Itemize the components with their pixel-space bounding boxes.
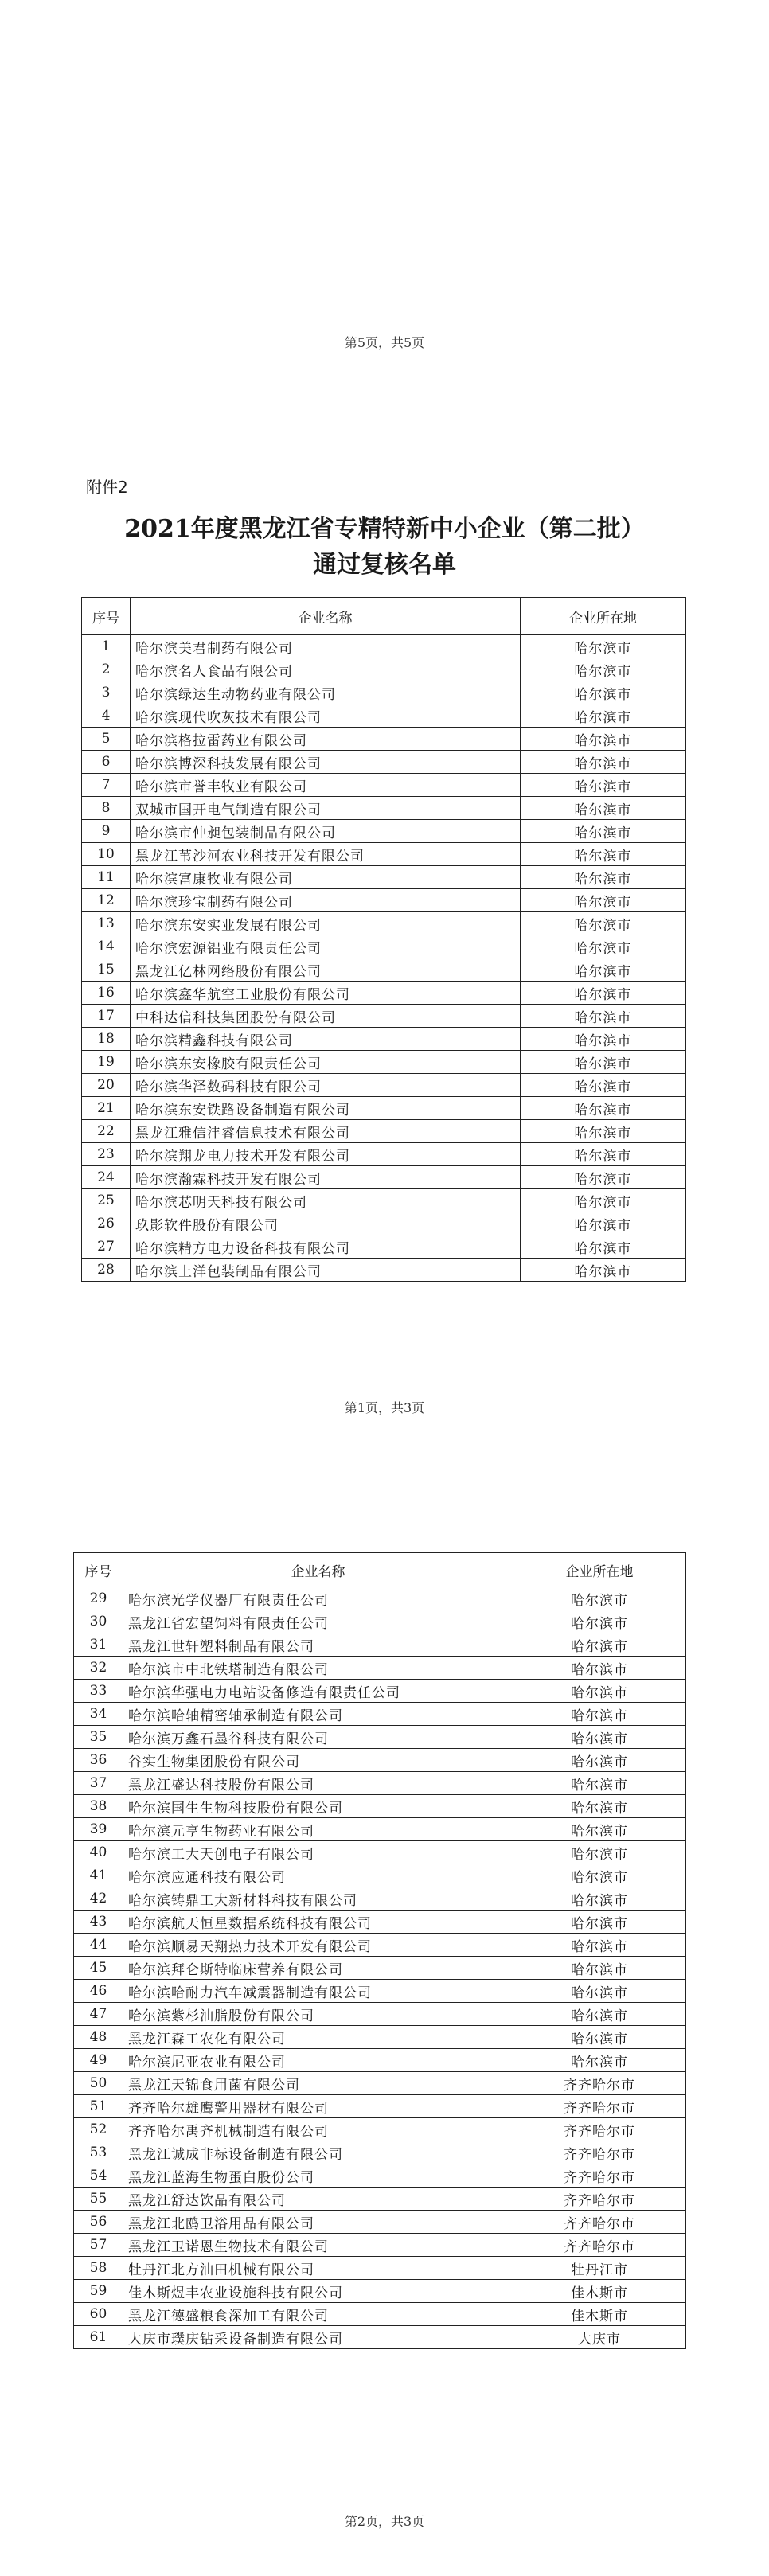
row-seq: 24 (82, 1166, 131, 1189)
row-seq: 52 (74, 2118, 123, 2141)
row-company-name: 哈尔滨鑫华航空工业股份有限公司 (131, 982, 521, 1005)
table-row (82, 958, 686, 982)
row-seq: 53 (74, 2141, 123, 2164)
row-company-name: 黑龙江盛达科技股份有限公司 (123, 1772, 513, 1795)
row-location: 哈尔滨市 (521, 1120, 686, 1143)
row-location: 佳木斯市 (513, 2303, 686, 2326)
row-company-name: 哈尔滨绿达生动物药业有限公司 (131, 681, 521, 704)
table-row (82, 820, 686, 843)
row-company-name: 哈尔滨市仲昶包装制品有限公司 (131, 820, 521, 843)
table-row (74, 2072, 686, 2095)
row-company-name: 哈尔滨元亨生物药业有限公司 (123, 1818, 513, 1841)
row-location: 哈尔滨市 (521, 751, 686, 774)
row-location: 齐齐哈尔市 (513, 2164, 686, 2188)
row-seq: 60 (74, 2303, 123, 2326)
table-row (82, 774, 686, 797)
row-location: 齐齐哈尔市 (513, 2188, 686, 2211)
table-row (82, 1120, 686, 1143)
row-location: 齐齐哈尔市 (513, 2095, 686, 2118)
row-seq: 23 (82, 1143, 131, 1166)
row-seq: 41 (74, 1864, 123, 1887)
row-company-name: 哈尔滨珍宝制药有限公司 (131, 889, 521, 912)
row-location: 哈尔滨市 (521, 889, 686, 912)
row-company-name: 哈尔滨精方电力设备科技有限公司 (131, 1235, 521, 1259)
row-seq: 22 (82, 1120, 131, 1143)
row-seq: 27 (82, 1235, 131, 1259)
row-location: 哈尔滨市 (513, 1934, 686, 1957)
table-row (74, 1911, 686, 1934)
row-seq: 17 (82, 1005, 131, 1028)
row-company-name: 黑龙江世轩塑料制品有限公司 (123, 1633, 513, 1657)
row-seq: 35 (74, 1726, 123, 1749)
table-row (74, 1726, 686, 1749)
table-row (82, 1166, 686, 1189)
row-seq: 40 (74, 1841, 123, 1864)
row-location: 哈尔滨市 (513, 1841, 686, 1864)
row-seq: 8 (82, 797, 131, 820)
row-seq: 14 (82, 935, 131, 958)
row-company-name: 黑龙江蓝海生物蛋白股份公司 (123, 2164, 513, 2188)
row-company-name: 哈尔滨翔龙电力技术开发有限公司 (131, 1143, 521, 1166)
row-company-name: 黑龙江北鸥卫浴用品有限公司 (123, 2211, 513, 2234)
row-company-name: 哈尔滨华泽数码科技有限公司 (131, 1074, 521, 1097)
row-location: 哈尔滨市 (513, 1726, 686, 1749)
table-row (82, 1074, 686, 1097)
table-row (82, 1028, 686, 1051)
row-company-name: 哈尔滨紫杉油脂股份有限公司 (123, 2003, 513, 2026)
row-location: 哈尔滨市 (521, 820, 686, 843)
row-location: 哈尔滨市 (513, 1957, 686, 1980)
row-location: 哈尔滨市 (521, 866, 686, 889)
row-location: 哈尔滨市 (513, 1818, 686, 1841)
row-company-name: 哈尔滨应通科技有限公司 (123, 1864, 513, 1887)
previous-page-footer: 第5页，共5页 (344, 335, 425, 350)
row-location: 哈尔滨市 (521, 1028, 686, 1051)
row-seq: 3 (82, 681, 131, 704)
row-location: 大庆市 (513, 2326, 686, 2349)
row-location: 哈尔滨市 (513, 1657, 686, 1680)
row-seq: 61 (74, 2326, 123, 2349)
row-seq: 26 (82, 1212, 131, 1235)
row-seq: 9 (82, 820, 131, 843)
table-row (74, 2049, 686, 2072)
table-row (74, 1887, 686, 1911)
row-location: 哈尔滨市 (513, 1887, 686, 1911)
table-row (74, 1587, 686, 1610)
table-row (82, 658, 686, 681)
row-location: 哈尔滨市 (513, 1864, 686, 1887)
row-location: 哈尔滨市 (521, 635, 686, 658)
row-seq: 10 (82, 843, 131, 866)
row-location: 哈尔滨市 (521, 843, 686, 866)
row-company-name: 中科达信科技集团股份有限公司 (131, 1005, 521, 1028)
row-location: 齐齐哈尔市 (513, 2211, 686, 2234)
row-seq: 1 (82, 635, 131, 658)
header-seq: 序号 (74, 1553, 123, 1587)
row-location: 哈尔滨市 (521, 797, 686, 820)
row-seq: 56 (74, 2211, 123, 2234)
row-seq: 5 (82, 728, 131, 751)
row-company-name: 哈尔滨哈耐力汽车减震器制造有限公司 (123, 1980, 513, 2003)
table-row (82, 704, 686, 728)
row-seq: 59 (74, 2280, 123, 2303)
table-row (74, 2003, 686, 2026)
row-company-name: 大庆市璞庆钻采设备制造有限公司 (123, 2326, 513, 2349)
row-location: 哈尔滨市 (521, 1051, 686, 1074)
table-row (74, 2326, 686, 2349)
table-row (74, 1657, 686, 1680)
table-row (74, 1864, 686, 1887)
row-location: 哈尔滨市 (513, 1980, 686, 2003)
table-header-row (82, 598, 686, 635)
row-company-name: 哈尔滨芯明天科技有限公司 (131, 1189, 521, 1212)
row-company-name: 哈尔滨瀚霖科技开发有限公司 (131, 1166, 521, 1189)
row-location: 哈尔滨市 (521, 958, 686, 982)
table-row (74, 2211, 686, 2234)
table-row (74, 1772, 686, 1795)
table-row (82, 728, 686, 751)
row-location: 哈尔滨市 (513, 1911, 686, 1934)
row-company-name: 佳木斯煜丰农业设施科技有限公司 (123, 2280, 513, 2303)
table-row (74, 2188, 686, 2211)
table-row (82, 635, 686, 658)
row-company-name: 黑龙江诚成非标设备制造有限公司 (123, 2141, 513, 2164)
table-row (74, 1934, 686, 1957)
row-company-name: 黑龙江雅信沣睿信息技术有限公司 (131, 1120, 521, 1143)
row-location: 牡丹江市 (513, 2257, 686, 2280)
row-location: 哈尔滨市 (521, 982, 686, 1005)
row-location: 哈尔滨市 (521, 728, 686, 751)
row-company-name: 黑龙江苇沙河农业科技开发有限公司 (131, 843, 521, 866)
table-row (74, 1703, 686, 1726)
page-1-footer: 第1页，共3页 (344, 1400, 425, 1415)
row-location: 哈尔滨市 (521, 1259, 686, 1282)
title-line-2: 通过复核名单 (313, 551, 456, 579)
header-location: 企业所在地 (513, 1553, 686, 1587)
row-seq: 36 (74, 1749, 123, 1772)
row-location: 哈尔滨市 (513, 1633, 686, 1657)
row-location: 佳木斯市 (513, 2280, 686, 2303)
row-company-name: 哈尔滨市中北铁塔制造有限公司 (123, 1657, 513, 1680)
row-company-name: 哈尔滨东安橡胶有限责任公司 (131, 1051, 521, 1074)
row-seq: 12 (82, 889, 131, 912)
row-seq: 15 (82, 958, 131, 982)
row-company-name: 哈尔滨格拉雷药业有限公司 (131, 728, 521, 751)
table-row (82, 1005, 686, 1028)
row-location: 哈尔滨市 (521, 1166, 686, 1189)
row-seq: 33 (74, 1680, 123, 1703)
row-location: 哈尔滨市 (513, 2049, 686, 2072)
row-company-name: 哈尔滨工大天创电子有限公司 (123, 1841, 513, 1864)
row-location: 哈尔滨市 (521, 1235, 686, 1259)
row-location: 哈尔滨市 (513, 1795, 686, 1818)
attachment-label: 附件2 (86, 478, 128, 497)
row-company-name: 哈尔滨现代吹灰技术有限公司 (131, 704, 521, 728)
row-company-name: 哈尔滨华强电力电站设备修造有限责任公司 (123, 1680, 513, 1703)
row-location: 哈尔滨市 (513, 2003, 686, 2026)
row-location: 哈尔滨市 (513, 2026, 686, 2049)
row-company-name: 哈尔滨美君制药有限公司 (131, 635, 521, 658)
row-company-name: 哈尔滨万鑫石墨谷科技有限公司 (123, 1726, 513, 1749)
row-seq: 37 (74, 1772, 123, 1795)
table-row (74, 2141, 686, 2164)
row-location: 哈尔滨市 (513, 1772, 686, 1795)
row-company-name: 双城市国开电气制造有限公司 (131, 797, 521, 820)
table-row (82, 935, 686, 958)
row-company-name: 哈尔滨东安铁路设备制造有限公司 (131, 1097, 521, 1120)
table-row (82, 912, 686, 935)
row-location: 哈尔滨市 (521, 681, 686, 704)
row-company-name: 哈尔滨精鑫科技有限公司 (131, 1028, 521, 1051)
table-row (74, 2118, 686, 2141)
row-location: 哈尔滨市 (513, 1680, 686, 1703)
table-row (82, 1189, 686, 1212)
row-seq: 34 (74, 1703, 123, 1726)
row-seq: 32 (74, 1657, 123, 1680)
row-company-name: 哈尔滨富康牧业有限公司 (131, 866, 521, 889)
table-row (82, 1235, 686, 1259)
row-location: 哈尔滨市 (521, 1143, 686, 1166)
row-seq: 25 (82, 1189, 131, 1212)
row-company-name: 哈尔滨上洋包装制品有限公司 (131, 1259, 521, 1282)
company-table-page-1 (81, 597, 686, 1282)
row-seq: 19 (82, 1051, 131, 1074)
row-company-name: 哈尔滨市誉丰牧业有限公司 (131, 774, 521, 797)
company-table-page-2 (73, 1552, 686, 2349)
row-seq: 16 (82, 982, 131, 1005)
row-location: 齐齐哈尔市 (513, 2072, 686, 2095)
header-seq: 序号 (82, 598, 131, 635)
row-seq: 45 (74, 1957, 123, 1980)
row-location: 哈尔滨市 (513, 1587, 686, 1610)
row-seq: 50 (74, 2072, 123, 2095)
row-seq: 58 (74, 2257, 123, 2280)
row-location: 哈尔滨市 (521, 658, 686, 681)
row-location: 哈尔滨市 (521, 704, 686, 728)
row-company-name: 哈尔滨名人食品有限公司 (131, 658, 521, 681)
row-seq: 18 (82, 1028, 131, 1051)
row-company-name: 哈尔滨哈轴精密轴承制造有限公司 (123, 1703, 513, 1726)
table-row (82, 1259, 686, 1282)
table-row (82, 751, 686, 774)
row-company-name: 哈尔滨航天恒星数据系统科技有限公司 (123, 1911, 513, 1934)
row-seq: 30 (74, 1610, 123, 1633)
table-row (74, 2026, 686, 2049)
header-location: 企业所在地 (521, 598, 686, 635)
row-company-name: 哈尔滨国生生物科技股份有限公司 (123, 1795, 513, 1818)
header-company-name: 企业名称 (123, 1553, 513, 1587)
row-seq: 28 (82, 1259, 131, 1282)
table-row (82, 982, 686, 1005)
table-row (74, 2095, 686, 2118)
row-location: 哈尔滨市 (521, 1005, 686, 1028)
row-seq: 51 (74, 2095, 123, 2118)
row-location: 哈尔滨市 (513, 1703, 686, 1726)
row-seq: 49 (74, 2049, 123, 2072)
table-row (82, 681, 686, 704)
table-row (82, 889, 686, 912)
row-company-name: 黑龙江舒达饮品有限公司 (123, 2188, 513, 2211)
row-seq: 38 (74, 1795, 123, 1818)
row-seq: 42 (74, 1887, 123, 1911)
row-company-name: 哈尔滨铸鼎工大新材料科技有限公司 (123, 1887, 513, 1911)
row-company-name: 牡丹江北方油田机械有限公司 (123, 2257, 513, 2280)
row-seq: 46 (74, 1980, 123, 2003)
row-location: 哈尔滨市 (513, 1749, 686, 1772)
row-seq: 43 (74, 1911, 123, 1934)
row-company-name: 黑龙江森工农化有限公司 (123, 2026, 513, 2049)
row-location: 哈尔滨市 (521, 1097, 686, 1120)
table-row (74, 1633, 686, 1657)
table-row (74, 2164, 686, 2188)
page-2-footer: 第2页，共3页 (344, 2514, 425, 2529)
table-row (74, 2234, 686, 2257)
table-row (74, 1818, 686, 1841)
row-seq: 21 (82, 1097, 131, 1120)
table-header-row (74, 1553, 686, 1587)
row-location: 齐齐哈尔市 (513, 2234, 686, 2257)
row-seq: 2 (82, 658, 131, 681)
row-seq: 57 (74, 2234, 123, 2257)
row-company-name: 黑龙江亿林网络股份有限公司 (131, 958, 521, 982)
table-row (82, 1143, 686, 1166)
row-company-name: 齐齐哈尔禹齐机械制造有限公司 (123, 2118, 513, 2141)
row-company-name: 玖影软件股份有限公司 (131, 1212, 521, 1235)
row-seq: 20 (82, 1074, 131, 1097)
row-seq: 4 (82, 704, 131, 728)
row-seq: 7 (82, 774, 131, 797)
table-row (74, 1980, 686, 2003)
table-row (74, 1680, 686, 1703)
table-row (74, 1957, 686, 1980)
row-location: 哈尔滨市 (521, 1074, 686, 1097)
row-company-name: 黑龙江卫诺恩生物技术有限公司 (123, 2234, 513, 2257)
row-location: 齐齐哈尔市 (513, 2118, 686, 2141)
row-location: 哈尔滨市 (521, 935, 686, 958)
row-company-name: 黑龙江德盛粮食深加工有限公司 (123, 2303, 513, 2326)
row-location: 哈尔滨市 (521, 1212, 686, 1235)
table-row (74, 1610, 686, 1633)
row-company-name: 哈尔滨宏源铝业有限责任公司 (131, 935, 521, 958)
row-company-name: 哈尔滨拜仑斯特临床营养有限公司 (123, 1957, 513, 1980)
row-location: 哈尔滨市 (521, 774, 686, 797)
row-company-name: 哈尔滨博深科技发展有限公司 (131, 751, 521, 774)
row-seq: 39 (74, 1818, 123, 1841)
title-line-1: 2021年度黑龙江省专精特新中小企业（第二批） (124, 515, 645, 543)
row-company-name: 齐齐哈尔雄鹰警用器材有限公司 (123, 2095, 513, 2118)
row-seq: 44 (74, 1934, 123, 1957)
row-seq: 55 (74, 2188, 123, 2211)
table-row (82, 797, 686, 820)
row-company-name: 哈尔滨顺易天翔热力技术开发有限公司 (123, 1934, 513, 1957)
row-seq: 29 (74, 1587, 123, 1610)
row-location: 哈尔滨市 (521, 1189, 686, 1212)
table-row (82, 866, 686, 889)
table-row (74, 2280, 686, 2303)
row-seq: 47 (74, 2003, 123, 2026)
row-company-name: 哈尔滨东安实业发展有限公司 (131, 912, 521, 935)
row-seq: 13 (82, 912, 131, 935)
row-company-name: 哈尔滨尼亚农业有限公司 (123, 2049, 513, 2072)
table-row (74, 1841, 686, 1864)
table-row (74, 1795, 686, 1818)
row-seq: 11 (82, 866, 131, 889)
table-row (82, 843, 686, 866)
row-location: 哈尔滨市 (521, 912, 686, 935)
row-location: 齐齐哈尔市 (513, 2141, 686, 2164)
table-row (74, 2257, 686, 2280)
row-company-name: 哈尔滨光学仪器厂有限责任公司 (123, 1587, 513, 1610)
table-row (74, 1749, 686, 1772)
row-seq: 54 (74, 2164, 123, 2188)
row-company-name: 黑龙江省宏望饲料有限责任公司 (123, 1610, 513, 1633)
table-row (74, 2303, 686, 2326)
row-seq: 6 (82, 751, 131, 774)
row-company-name: 黑龙江天锦食用菌有限公司 (123, 2072, 513, 2095)
row-company-name: 谷实生物集团股份有限公司 (123, 1749, 513, 1772)
row-seq: 48 (74, 2026, 123, 2049)
header-company-name: 企业名称 (131, 598, 521, 635)
table-row (82, 1051, 686, 1074)
table-row (82, 1097, 686, 1120)
row-seq: 31 (74, 1633, 123, 1657)
table-row (82, 1212, 686, 1235)
row-location: 哈尔滨市 (513, 1610, 686, 1633)
